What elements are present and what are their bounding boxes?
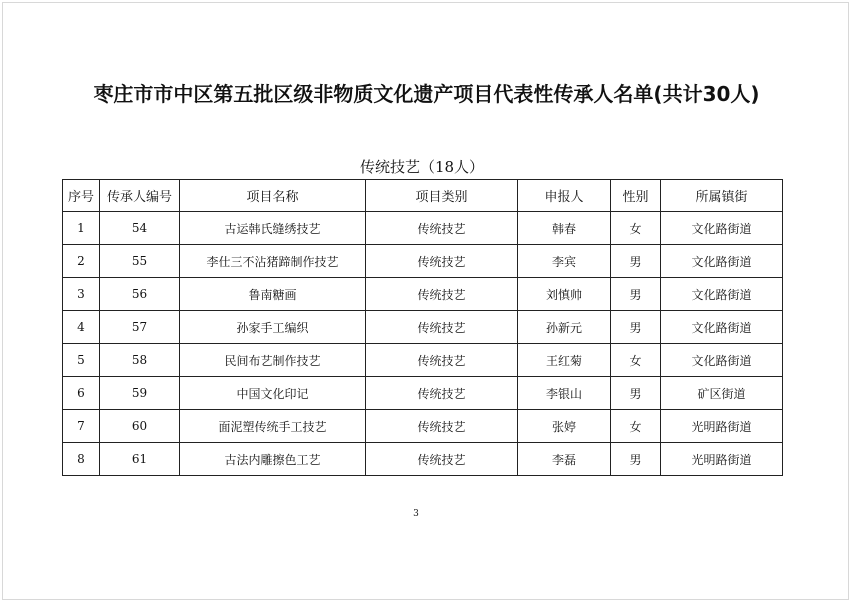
cell-applicant: 李银山 [518,377,611,410]
table-row [63,377,783,410]
cell-index: 7 [63,410,100,443]
cell-project-category: 传统技艺 [366,443,518,476]
cell-subdistrict: 文化路街道 [661,278,783,311]
cell-inheritor-number: 55 [100,245,180,278]
cell-subdistrict: 光明路街道 [661,443,783,476]
cell-index: 3 [63,278,100,311]
cell-project-category: 传统技艺 [366,278,518,311]
table-row [63,278,783,311]
cell-applicant: 刘慎帅 [518,278,611,311]
cell-inheritor-number: 58 [100,344,180,377]
cell-index: 4 [63,311,100,344]
cell-subdistrict: 文化路街道 [661,344,783,377]
section-subtitle: 传统技艺（18人） [359,158,485,176]
cell-gender: 女 [611,344,661,377]
cell-inheritor-number: 61 [100,443,180,476]
cell-inheritor-number: 60 [100,410,180,443]
table-row [63,245,783,278]
cell-project-name: 面泥塑传统手工技艺 [180,410,366,443]
cell-project-category: 传统技艺 [366,344,518,377]
cell-project-category: 传统技艺 [366,410,518,443]
cell-applicant: 王红菊 [518,344,611,377]
cell-applicant: 孙新元 [518,311,611,344]
page-number: 3 [413,509,419,519]
column-header: 所属镇街 [661,180,783,212]
cell-inheritor-number: 59 [100,377,180,410]
cell-subdistrict: 文化路街道 [661,245,783,278]
cell-gender: 男 [611,245,661,278]
cell-project-name: 民间布艺制作技艺 [180,344,366,377]
cell-project-name: 李仕三不沾猪蹄制作技艺 [180,245,366,278]
cell-inheritor-number: 57 [100,311,180,344]
cell-subdistrict: 文化路街道 [661,311,783,344]
cell-project-category: 传统技艺 [366,377,518,410]
cell-applicant: 韩春 [518,212,611,245]
column-header: 项目类别 [366,180,518,212]
cell-index: 2 [63,245,100,278]
cell-gender: 女 [611,410,661,443]
table-row [63,344,783,377]
cell-project-name: 中国文化印记 [180,377,366,410]
cell-gender: 男 [611,278,661,311]
cell-subdistrict: 文化路街道 [661,212,783,245]
cell-gender: 男 [611,377,661,410]
cell-applicant: 李宾 [518,245,611,278]
cell-inheritor-number: 54 [100,212,180,245]
cell-applicant: 李磊 [518,443,611,476]
cell-project-name: 孙家手工编织 [180,311,366,344]
column-header: 序号 [63,180,100,212]
cell-subdistrict: 矿区街道 [661,377,783,410]
table-row [63,212,783,245]
cell-project-category: 传统技艺 [366,245,518,278]
cell-applicant: 张婷 [518,410,611,443]
table-row [63,410,783,443]
cell-project-name: 鲁南糖画 [180,278,366,311]
cell-index: 6 [63,377,100,410]
table-row [63,443,783,476]
cell-subdistrict: 光明路街道 [661,410,783,443]
cell-project-name: 古运韩氏缝绣技艺 [180,212,366,245]
cell-project-name: 古法内雕擦色工艺 [180,443,366,476]
table-row [63,311,783,344]
cell-inheritor-number: 56 [100,278,180,311]
column-header: 项目名称 [180,180,366,212]
cell-gender: 男 [611,311,661,344]
document-title: 枣庄市市中区第五批区级非物质文化遗产项目代表性传承人名单(共计30人) [93,82,760,106]
cell-gender: 男 [611,443,661,476]
cell-project-category: 传统技艺 [366,311,518,344]
column-header: 性别 [611,180,661,212]
cell-index: 8 [63,443,100,476]
column-header: 申报人 [518,180,611,212]
inheritor-table [62,179,783,476]
column-header: 传承人编号 [100,180,180,212]
table-header-row [63,180,783,212]
cell-index: 5 [63,344,100,377]
cell-gender: 女 [611,212,661,245]
cell-index: 1 [63,212,100,245]
cell-project-category: 传统技艺 [366,212,518,245]
